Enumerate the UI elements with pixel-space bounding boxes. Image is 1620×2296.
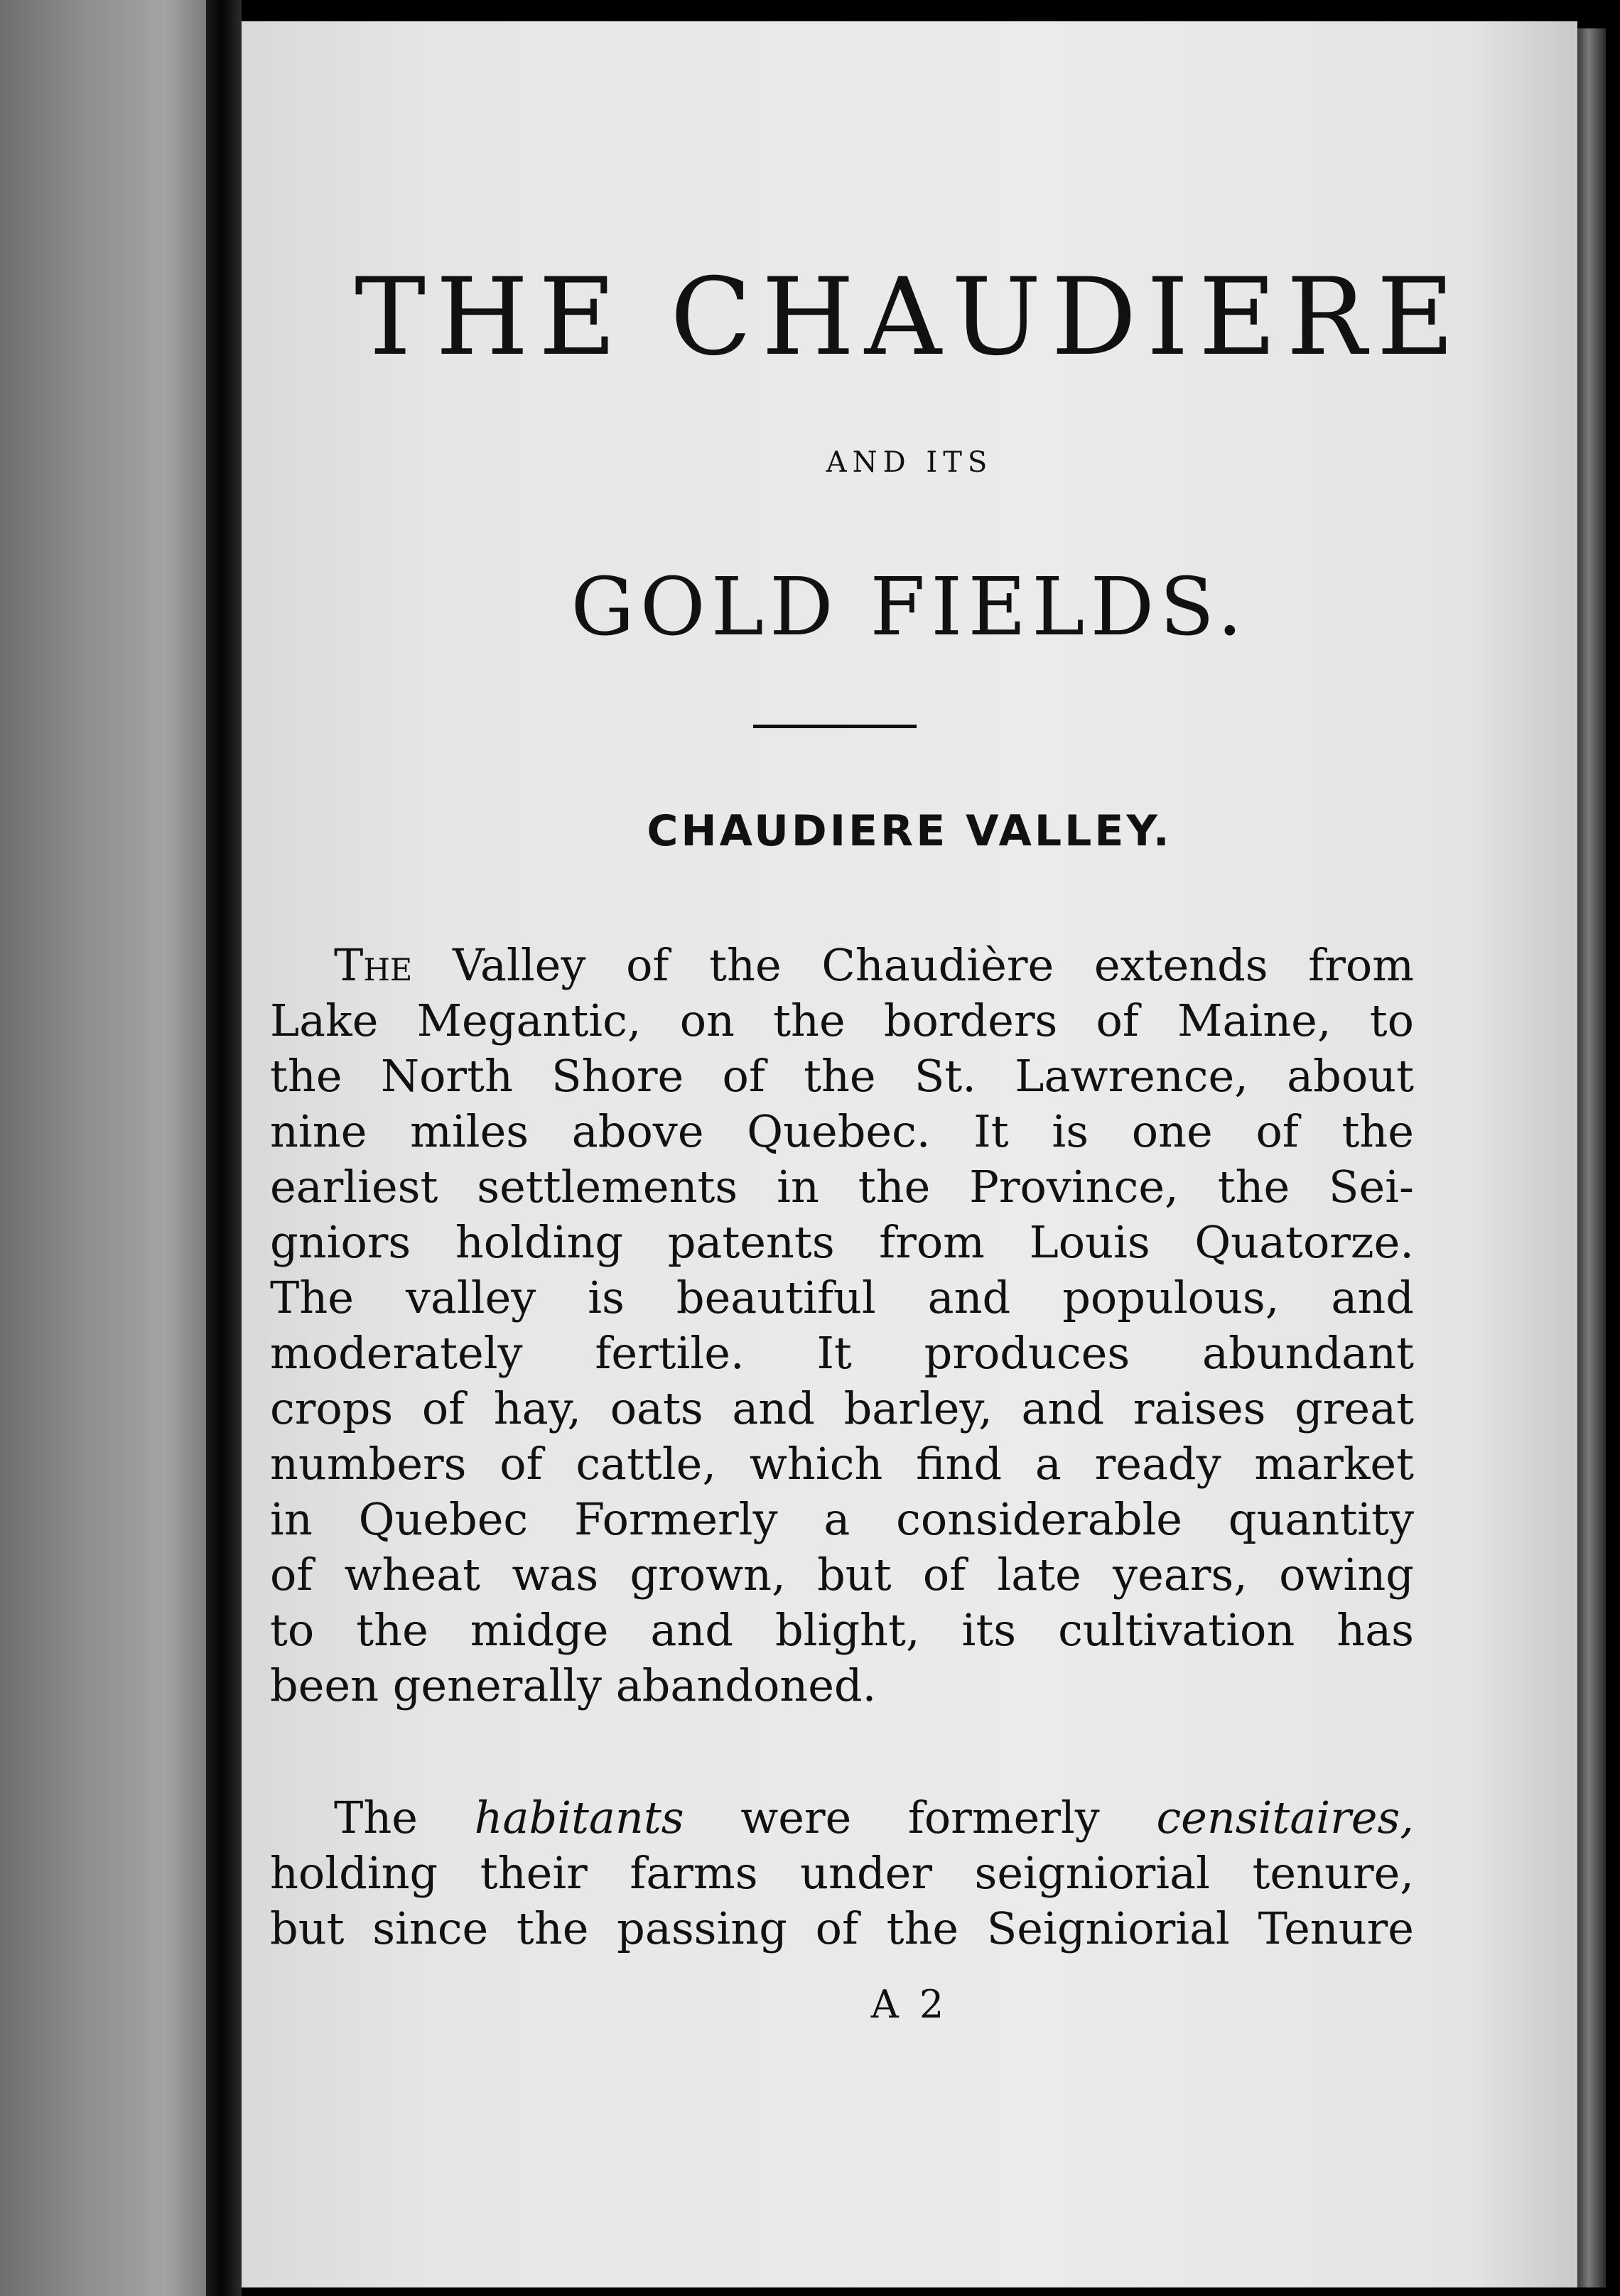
page-subtitle: GOLD FIELDS.: [571, 561, 1248, 654]
paragraph-1-line: in Quebec Formerly a considerable quantity: [270, 1493, 1414, 1545]
paragraph-2-line: holding their farms under seigniorial tenure,: [270, 1847, 1414, 1899]
line-text: were formerly: [740, 1792, 1100, 1843]
line-text: Valley of the Chaudière extends from: [452, 939, 1414, 991]
title-rule: [753, 725, 917, 728]
italic-term: censitaires,: [1156, 1792, 1414, 1843]
paragraph-2-line: but since the passing of the Seigniorial Tenure: [270, 1902, 1414, 1954]
italic-term: habitants: [474, 1792, 684, 1843]
paragraph-2-line: [270, 1790, 1414, 1846]
paragraph-1-line: crops of hay, oats and barley, and raises great: [270, 1382, 1414, 1434]
paragraph-1-line: the North Shore of the St. Lawrence, about: [270, 1050, 1414, 1102]
line-text: The: [334, 1792, 418, 1843]
title-connector: AND ITS: [826, 446, 993, 479]
paragraph-1-line: earliest settlements in the Province, the Sei-: [270, 1161, 1414, 1213]
signature-mark: A 2: [870, 1982, 949, 2027]
paragraph-1-line: been generally abandoned.: [270, 1659, 877, 1711]
paragraph-1-line: Lake Megantic, on the borders of Maine, to: [270, 995, 1414, 1046]
section-heading: CHAUDIERE VALLEY.: [647, 806, 1172, 856]
paragraph-2: [270, 1790, 1414, 1956]
previous-page-edge: [0, 0, 206, 2296]
lead-word: The: [334, 939, 413, 991]
paragraph-1-line: [270, 938, 1414, 993]
paragraph-1-line: nine miles above Quebec. It is one of the: [270, 1105, 1414, 1157]
book-gutter: [206, 0, 242, 2296]
paragraph-1-line: of wheat was grown, but of late years, owing: [270, 1549, 1414, 1601]
paragraph-1-line: to the midge and blight, its cultivation has: [270, 1604, 1414, 1656]
paragraph-1-line: The valley is beautiful and populous, and: [270, 1272, 1414, 1323]
paragraph-1: [270, 938, 1414, 1713]
paragraph-1-line: gniors holding patents from Louis Quatorze.: [270, 1216, 1414, 1268]
page-title: THE CHAUDIERE: [355, 256, 1464, 379]
paragraph-1-line: numbers of cattle, which find a ready market: [270, 1438, 1414, 1490]
paragraph-1-line: moderately fertile. It produces abundant: [270, 1327, 1414, 1379]
page-fore-edge: [1577, 28, 1606, 2287]
